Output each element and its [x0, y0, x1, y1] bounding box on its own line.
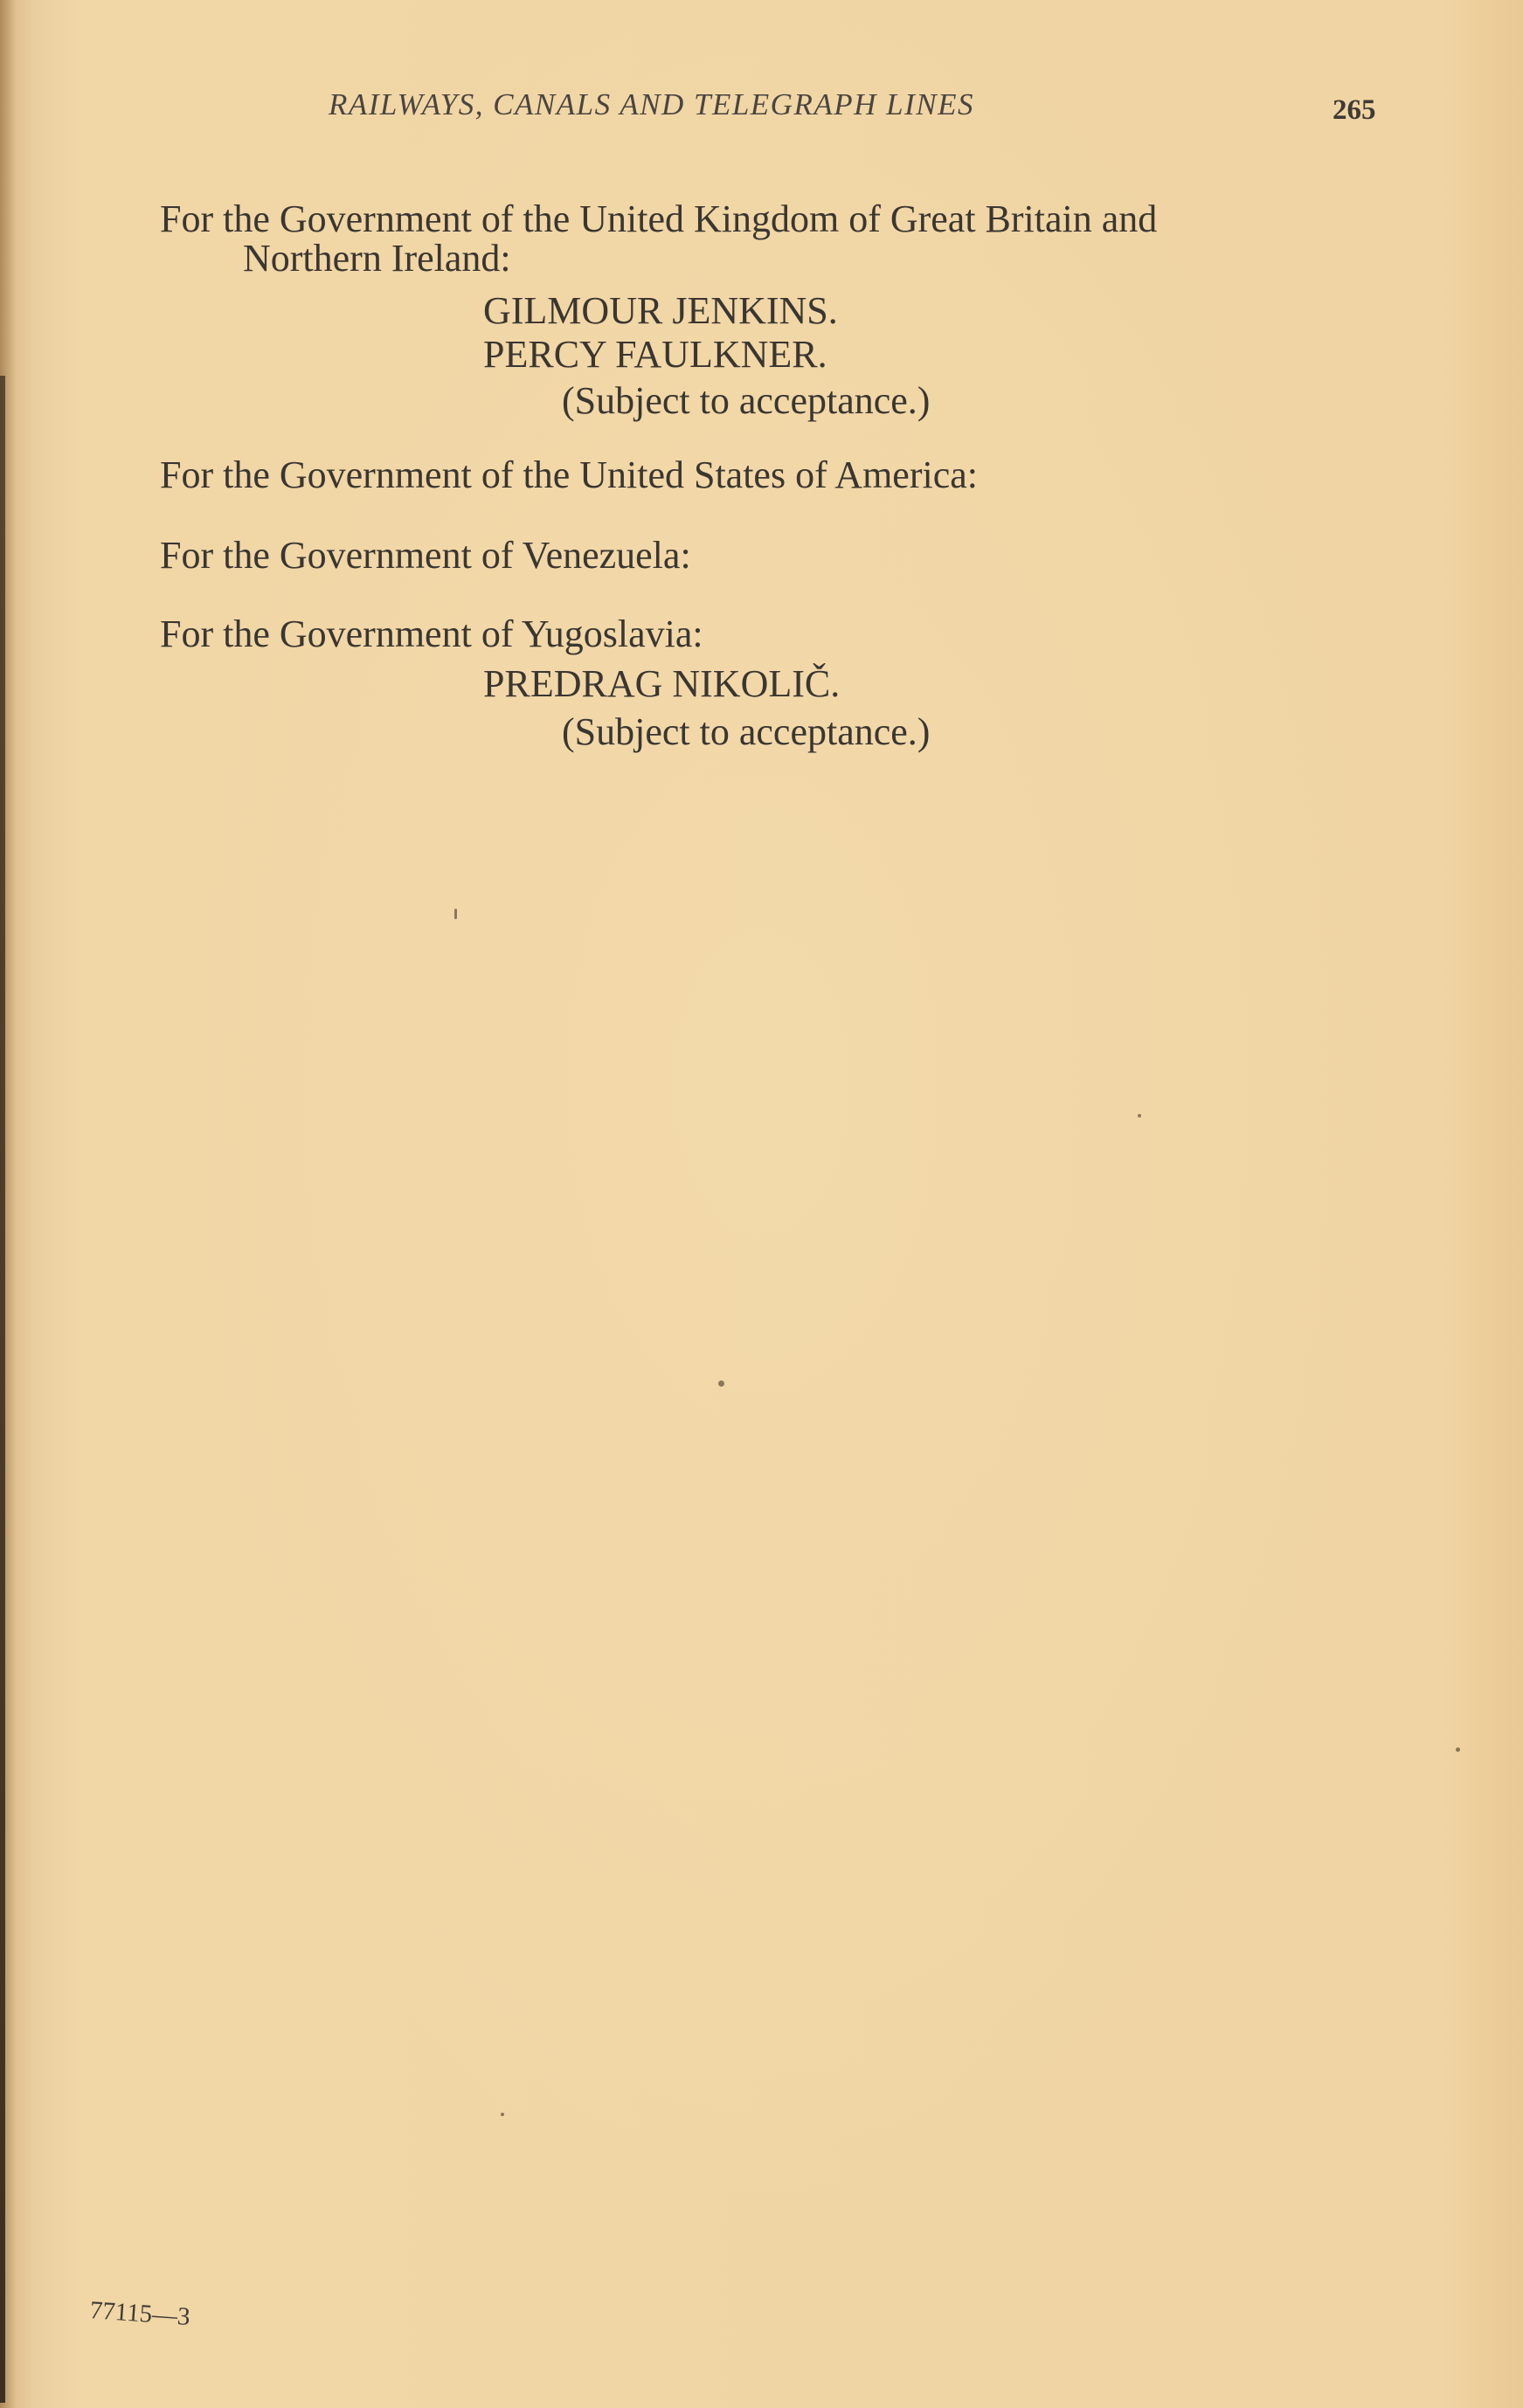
acceptance-note: (Subject to acceptance.)	[562, 710, 931, 753]
section-heading-yugoslavia: For the Government of Yugoslavia:	[160, 612, 703, 655]
binding-edge	[0, 376, 5, 2403]
signatory-name: PERCY FAULKNER.	[483, 333, 827, 376]
section-heading-uk: For the Government of the United Kingdom of Great Britain and	[160, 197, 1158, 240]
running-head: RAILWAYS, CANALS AND TELEGRAPH LINES	[329, 87, 974, 121]
paper-speck	[1456, 1747, 1460, 1752]
paper-speck	[454, 909, 457, 919]
paper-speck	[1138, 1114, 1141, 1118]
acceptance-note: (Subject to acceptance.)	[562, 379, 931, 422]
section-heading-uk-continued: Northern Ireland:	[243, 237, 511, 280]
section-heading-venezuela: For the Government of Venezuela:	[160, 534, 691, 577]
paper-speck	[501, 2113, 504, 2116]
page-number: 265	[1333, 94, 1376, 126]
paper-speck	[718, 1380, 724, 1387]
signatory-name: GILMOUR JENKINS.	[483, 289, 838, 332]
signatory-name: PREDRAG NIKOLIČ.	[483, 662, 841, 705]
section-heading-usa: For the Government of the United States of America:	[160, 453, 978, 496]
printer-code: 77115—3	[88, 2296, 191, 2331]
